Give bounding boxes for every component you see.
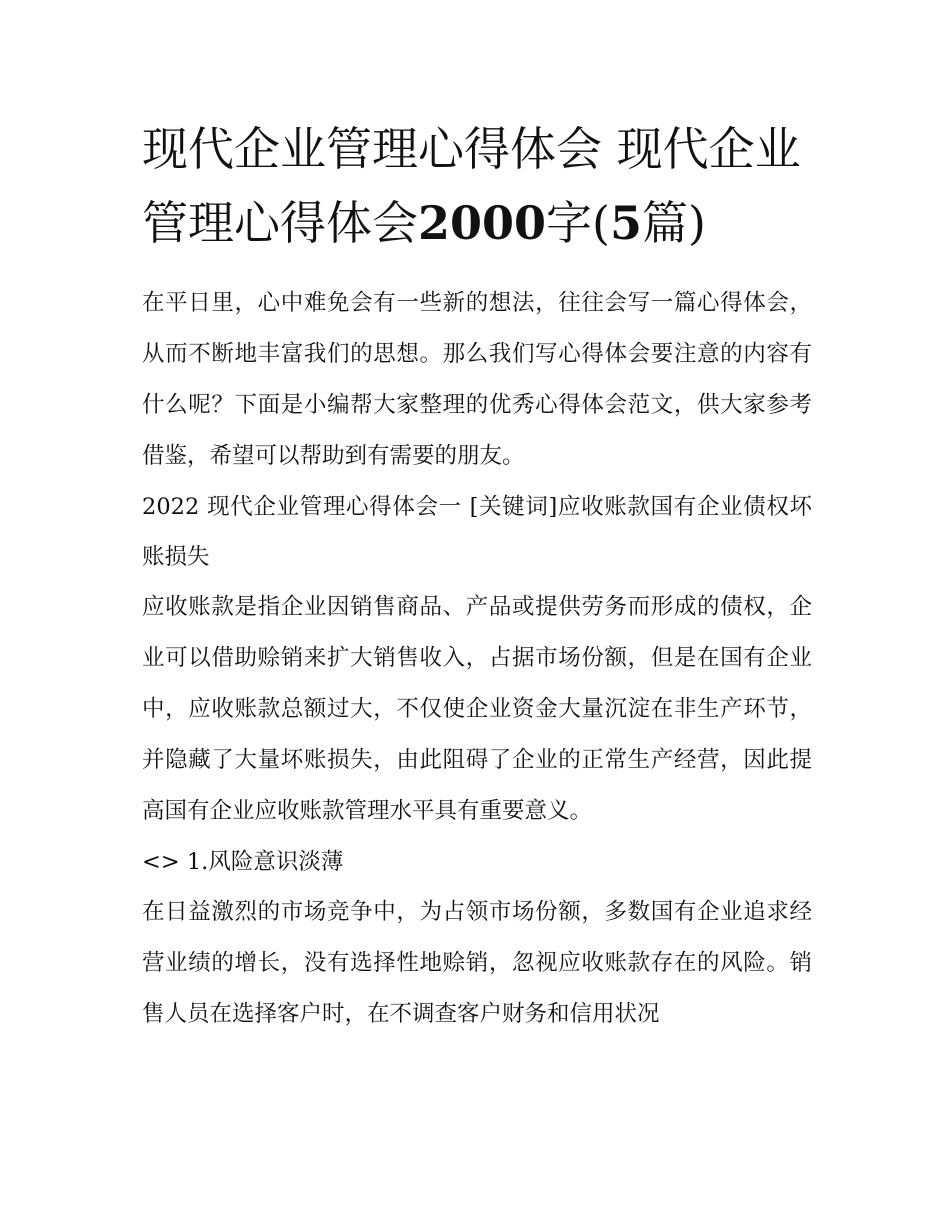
document-page	[142, 112, 812, 1040]
title-suffix: 篇)	[642, 196, 706, 250]
body-paragraph-1: 应收账款是指企业因销售商品、产品或提供劳务而形成的债权，企业可以借助赊销来扩大销售收入，占据市场份额，但是在国有企业中，应收账款总额过大，不仅使企业资金大量沉淀在非生产环节，并隐藏了大量坏账损失，由此阻碍了企业的正常生产经营，因此提高国有企业应收账款管理水平具有重要意义。	[142, 594, 812, 824]
body-paragraph-2: 在日益激烈的市场竞争中，为占领市场份额，多数国有企业追求经营业绩的增长，没有选择性地赊销，忽视应收账款存在的风险。销售人员在选择客户时，在不调查客户财务和信用状况	[142, 899, 812, 1027]
section-heading: <> 1.风险意识淡薄	[142, 849, 344, 875]
document-title	[142, 112, 812, 260]
title-unit: 字(	[546, 196, 610, 250]
title-word-count: 2000	[418, 196, 547, 250]
title-article-count: 5	[609, 196, 642, 250]
title-text: 现代企业管理心得体会 现代企业管理心得体会	[142, 122, 801, 250]
intro-paragraph: 在平日里，心中难免会有一些新的想法，往往会写一篇心得体会，从而不断地丰富我们的思想。那么我们写心得体会要注意的内容有什么呢？下面是小编帮大家整理的优秀心得体会范文，供大家参考借鉴，希望可以帮助到有需要的朋友。	[142, 290, 812, 469]
keywords-line: 2022 现代企业管理心得体会一 [关键词]应收账款国有企业债权坏账损失	[142, 494, 812, 570]
